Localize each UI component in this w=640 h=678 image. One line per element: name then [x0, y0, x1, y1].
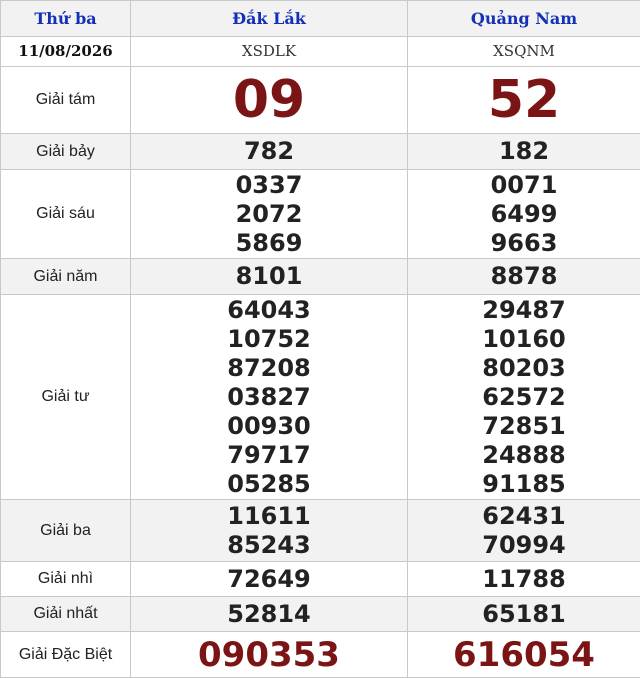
prize-cell-p2: [408, 500, 640, 562]
prize-number: 0337: [131, 171, 407, 200]
special-prize-number: 090353: [131, 635, 407, 675]
prize-number: 11611: [131, 502, 407, 531]
prize-cell-p1: [131, 259, 408, 295]
prize-cell-p1: [131, 632, 408, 678]
province-2-code: XSQNM: [408, 37, 640, 67]
prize-number: 85243: [131, 531, 407, 560]
prize-row-g2: [1, 562, 640, 597]
prize-number: 65181: [408, 600, 640, 629]
prize-number: 72851: [408, 412, 640, 441]
prize-cell-p1: [131, 597, 408, 632]
prize-row-g5: [1, 259, 640, 295]
prize-number: 8101: [131, 262, 407, 291]
prize-cell-p1: [131, 134, 408, 170]
prize-number: 182: [408, 137, 640, 166]
prize-cell-p1: [131, 295, 408, 500]
prize-number: 2072: [131, 200, 407, 229]
province-1-name[interactable]: Đắk Lắk: [131, 1, 408, 37]
prize-label: Giải nhất: [1, 597, 131, 632]
prize-row-special: [1, 632, 640, 678]
prize-number: 72649: [131, 565, 407, 594]
prize-label: Giải tám: [1, 67, 131, 134]
prize-cell-p2: [408, 632, 640, 678]
prize-number: 0071: [408, 171, 640, 200]
prize-number: 00930: [131, 412, 407, 441]
prize-number: 79717: [131, 441, 407, 470]
prize-number: 70994: [408, 531, 640, 560]
prize-number: 05285: [131, 470, 407, 499]
prize-cell-p2: [408, 134, 640, 170]
prize-row-g3: [1, 500, 640, 562]
prize-label: Giải Đặc Biệt: [1, 632, 131, 678]
prize-row-g8: [1, 67, 640, 134]
special-prize-number: 616054: [408, 635, 640, 675]
prize-label: Giải sáu: [1, 170, 131, 259]
prize-cell-p2: [408, 562, 640, 597]
prize-row-g6: [1, 170, 640, 259]
prize-number: 64043: [131, 296, 407, 325]
prize-label: Giải bảy: [1, 134, 131, 170]
prize-cell-p2: [408, 170, 640, 259]
prize-label: Giải tư: [1, 295, 131, 500]
day-of-week[interactable]: Thứ ba: [1, 1, 131, 37]
date-row: [1, 37, 640, 67]
prize-number: 9663: [408, 229, 640, 258]
prize-row-g7: [1, 134, 640, 170]
prize-cell-p2: [408, 597, 640, 632]
prize-number: 24888: [408, 441, 640, 470]
prize-label: Giải ba: [1, 500, 131, 562]
prize-row-g4: [1, 295, 640, 500]
prize-number: 29487: [408, 296, 640, 325]
prize-number: 10752: [131, 325, 407, 354]
prize-number: 03827: [131, 383, 407, 412]
prize-number: 10160: [408, 325, 640, 354]
prize-number: 91185: [408, 470, 640, 499]
prize-label: Giải nhì: [1, 562, 131, 597]
prize-number: 09: [131, 70, 407, 130]
prize-number: 11788: [408, 565, 640, 594]
prize-number: 52814: [131, 600, 407, 629]
prize-number: 52: [408, 70, 640, 130]
prize-cell-p1: [131, 562, 408, 597]
prize-number: 782: [131, 137, 407, 166]
prize-label: Giải năm: [1, 259, 131, 295]
prize-row-g1: [1, 597, 640, 632]
prize-number: 62572: [408, 383, 640, 412]
prize-number: 8878: [408, 262, 640, 291]
prize-number: 62431: [408, 502, 640, 531]
prize-cell-p2: [408, 259, 640, 295]
header-row: [1, 1, 640, 37]
prize-cell-p1: [131, 67, 408, 134]
prize-cell-p1: [131, 170, 408, 259]
prize-number: 5869: [131, 229, 407, 258]
province-1-code: XSDLK: [131, 37, 408, 67]
draw-date[interactable]: 11/08/2026: [1, 37, 131, 67]
prize-cell-p2: [408, 67, 640, 134]
province-2-name[interactable]: Quảng Nam: [408, 1, 640, 37]
prize-number: 87208: [131, 354, 407, 383]
prize-cell-p1: [131, 500, 408, 562]
prize-number: 80203: [408, 354, 640, 383]
prize-number: 6499: [408, 200, 640, 229]
prize-cell-p2: [408, 295, 640, 500]
